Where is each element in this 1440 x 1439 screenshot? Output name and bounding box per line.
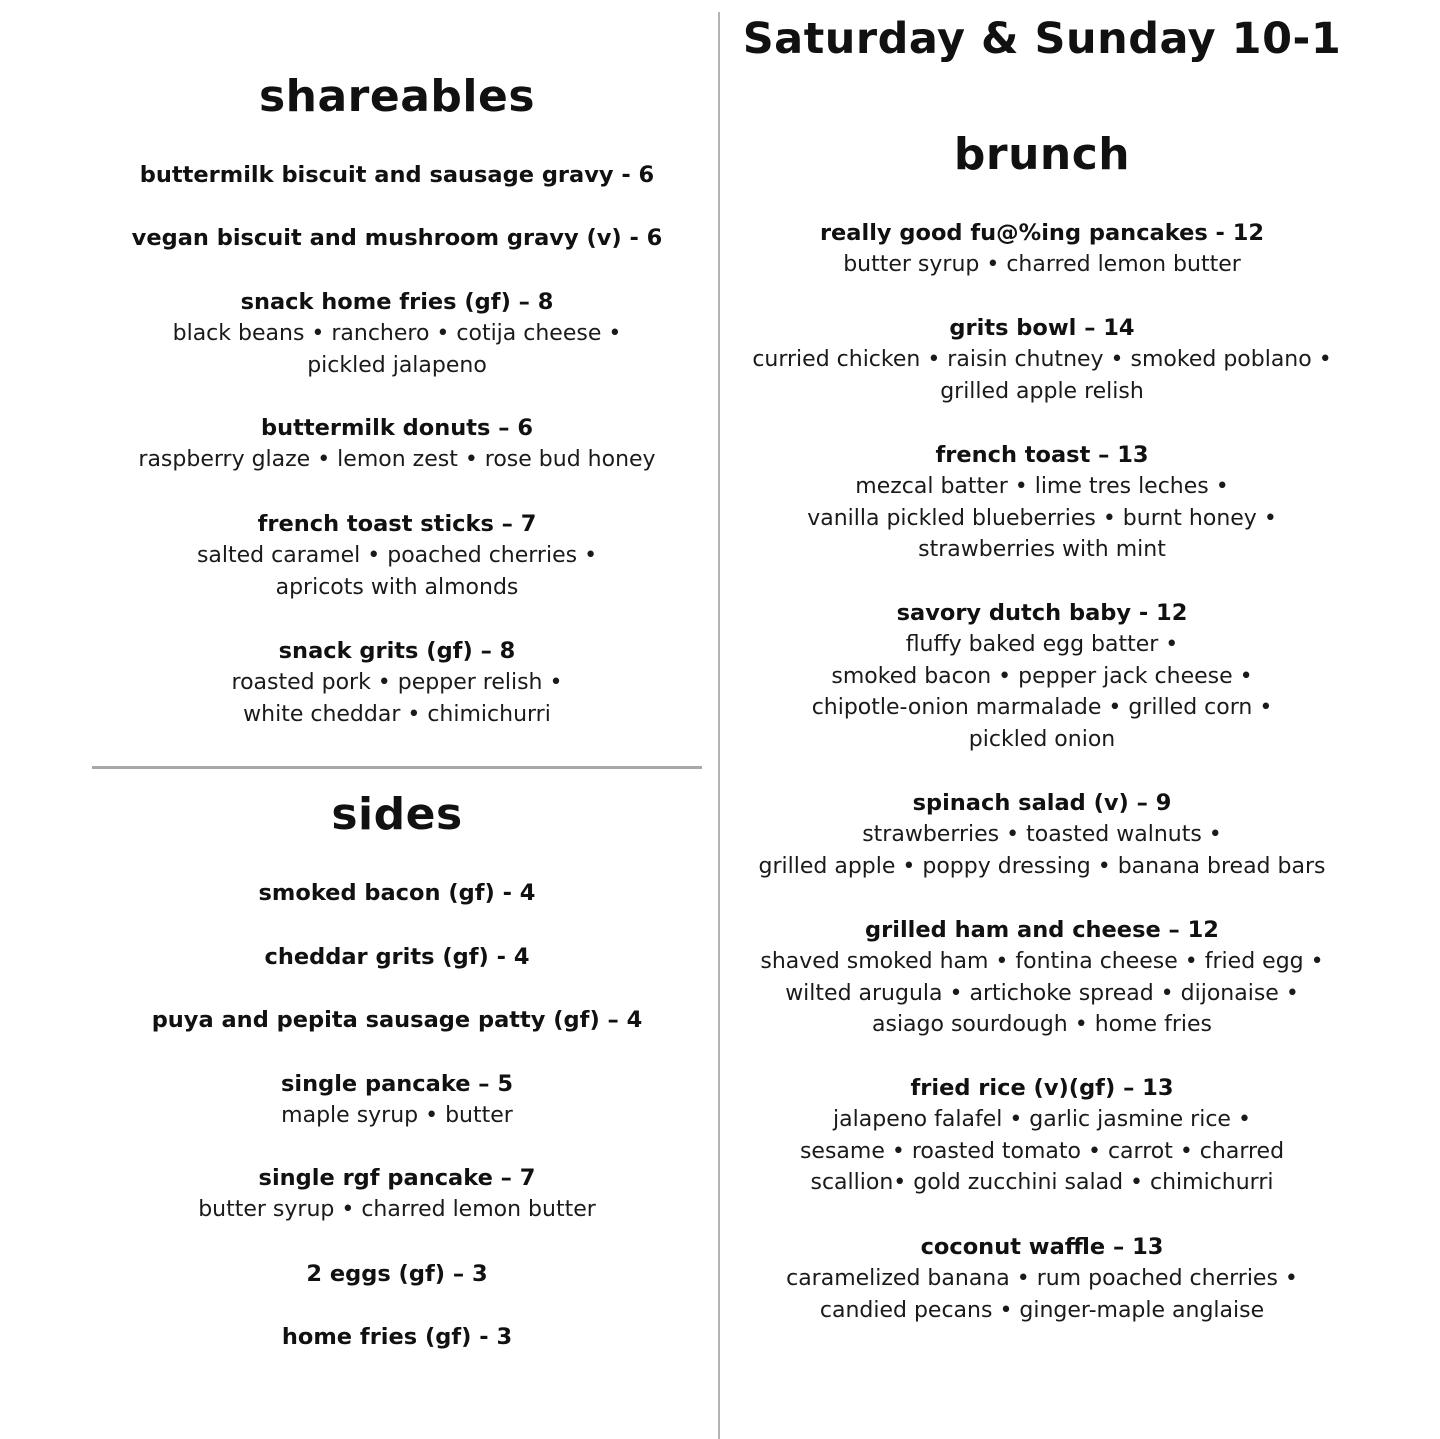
menu-item bbox=[92, 1163, 702, 1226]
menu-item bbox=[92, 509, 702, 603]
item-name: cheddar grits (gf) - 4 bbox=[264, 944, 530, 970]
item-description: mezcal batter • lime tres leches • vanilla pickled blueberries • burnt honey • strawberries with mint bbox=[807, 474, 1277, 563]
menu-item bbox=[92, 942, 702, 973]
item-description: fluffy baked egg batter • smoked bacon • pepper jack cheese • chipotle-onion marmalade • grilled corn • pickled onion bbox=[811, 632, 1273, 753]
shareables-heading: shareables bbox=[258, 71, 536, 122]
item-name: savory dutch baby - 12 bbox=[896, 600, 1188, 626]
item-name: buttermilk donuts – 6 bbox=[261, 415, 533, 441]
item-description: black beans • ranchero • cotija cheese • pickled jalapeno bbox=[172, 321, 622, 378]
menu-item bbox=[724, 313, 1360, 407]
menu-item bbox=[92, 223, 702, 254]
item-name: single rgf pancake – 7 bbox=[258, 1165, 536, 1191]
menu-item bbox=[92, 878, 702, 909]
item-name: home fries (gf) - 3 bbox=[281, 1324, 513, 1350]
hours-title: Saturday & Sunday 10-1 bbox=[742, 14, 1342, 64]
item-name: vegan biscuit and mushroom gravy (v) - 6 bbox=[131, 225, 663, 251]
menu-item bbox=[724, 1073, 1360, 1199]
item-description: jalapeno falafel • garlic jasmine rice • sesame • roasted tomato • carrot • charred scallion• gold zucchini salad • chimichurri bbox=[799, 1107, 1285, 1196]
item-description: salted caramel • poached cherries • apricots with almonds bbox=[196, 543, 598, 600]
item-name: puya and pepita sausage patty (gf) – 4 bbox=[151, 1007, 643, 1033]
menu-item bbox=[724, 440, 1360, 566]
item-name: fried rice (v)(gf) – 13 bbox=[910, 1075, 1174, 1101]
menu-item bbox=[724, 598, 1360, 756]
item-description: strawberries • toasted walnuts • grilled apple • poppy dressing • banana bread bars bbox=[758, 822, 1326, 879]
item-name: coconut waffle – 13 bbox=[920, 1234, 1164, 1260]
item-description: butter syrup • charred lemon butter bbox=[843, 252, 1241, 277]
sides-heading: sides bbox=[331, 789, 463, 840]
item-name: really good fu@%ing pancakes - 12 bbox=[819, 220, 1265, 246]
item-name: 2 eggs (gf) – 3 bbox=[306, 1261, 488, 1287]
item-description: butter syrup • charred lemon butter bbox=[198, 1197, 596, 1222]
column-divider bbox=[718, 12, 720, 1439]
item-name: snack grits (gf) – 8 bbox=[278, 638, 516, 664]
item-name: buttermilk biscuit and sausage gravy - 6 bbox=[139, 162, 655, 188]
menu-item bbox=[724, 1232, 1360, 1326]
item-name: smoked bacon (gf) - 4 bbox=[258, 880, 536, 906]
menu-item bbox=[724, 218, 1360, 281]
menu-item bbox=[92, 413, 702, 476]
item-name: grilled ham and cheese – 12 bbox=[865, 917, 1219, 943]
menu-item bbox=[92, 287, 702, 381]
item-description: curried chicken • raisin chutney • smoked poblano • grilled apple relish bbox=[752, 347, 1332, 404]
menu-item bbox=[92, 1005, 702, 1036]
section-divider bbox=[92, 766, 702, 769]
menu-item bbox=[92, 1069, 702, 1132]
item-description: raspberry glaze • lemon zest • rose bud honey bbox=[138, 447, 656, 472]
menu-item bbox=[92, 160, 702, 191]
menu-item bbox=[92, 1259, 702, 1290]
menu-item bbox=[724, 915, 1360, 1041]
item-name: grits bowl – 14 bbox=[949, 315, 1135, 341]
item-name: snack home fries (gf) – 8 bbox=[240, 289, 554, 315]
item-description: shaved smoked ham • fontina cheese • fried egg • wilted arugula • artichoke spread • dijonaise • asiago sourdough • home fries bbox=[760, 949, 1324, 1038]
brunch-heading: brunch bbox=[953, 129, 1131, 180]
item-description: caramelized banana • rum poached cherries • candied pecans • ginger-maple anglaise bbox=[786, 1266, 1298, 1323]
menu-item bbox=[92, 1322, 702, 1353]
menu-item bbox=[92, 636, 702, 730]
item-name: spinach salad (v) – 9 bbox=[912, 790, 1172, 816]
item-name: french toast – 13 bbox=[935, 442, 1149, 468]
menu-item bbox=[724, 788, 1360, 882]
item-name: single pancake – 5 bbox=[280, 1071, 514, 1097]
item-description: roasted pork • pepper relish • white cheddar • chimichurri bbox=[231, 670, 563, 727]
item-description: maple syrup • butter bbox=[281, 1103, 513, 1128]
item-name: french toast sticks – 7 bbox=[257, 511, 537, 537]
